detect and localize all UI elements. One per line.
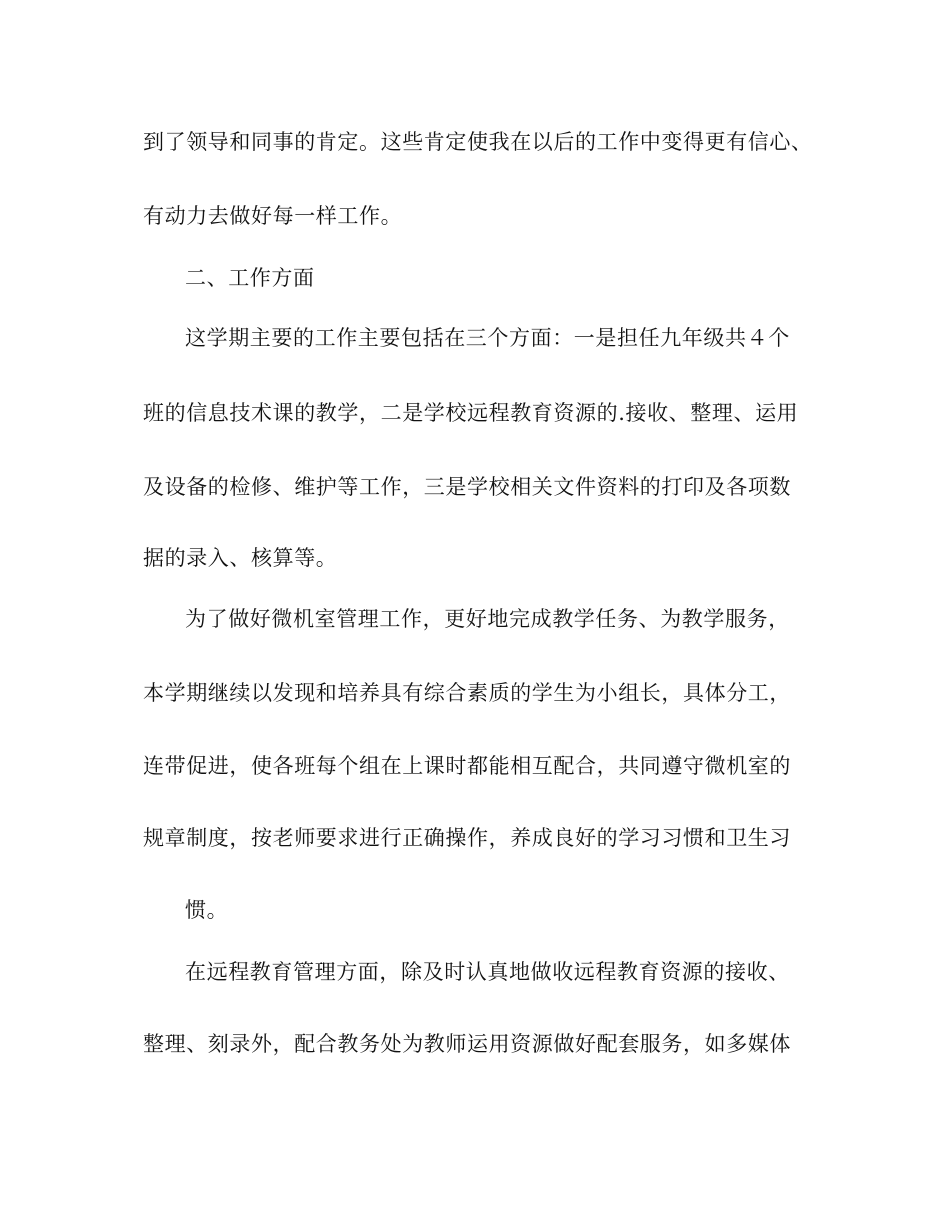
- text-line: 为了做好微机室管理工作，更好地完成教学任务、为教学服务，: [185, 607, 790, 631]
- text-line: 班的信息技术课的教学，二是学校远程教育资源的.接收、整理、运用: [143, 401, 799, 425]
- text-line: 连带促进，使各班每个组在上课时都能相互配合，共同遵守微机室的: [143, 754, 791, 778]
- text-line: 惯。: [185, 898, 229, 922]
- section-heading: 二、工作方面: [185, 266, 315, 290]
- text-line: 及设备的检修、维护等工作，三是学校相关文件资料的打印及各项数: [143, 475, 791, 499]
- text-line: 在远程教育管理方面，除及时认真地做收远程教育资源的接收、: [185, 960, 790, 984]
- text-line: 据的录入、核算等。: [143, 546, 338, 570]
- text-line: 这学期主要的工作主要包括在三个方面：一是担任九年级共４个: [185, 326, 790, 350]
- text-line: 规章制度，按老师要求进行正确操作，养成良好的学习习惯和卫生习: [143, 826, 791, 850]
- text-line: 本学期继续以发现和培养具有综合素质的学生为小组长，具体分工，: [143, 681, 791, 705]
- text-line: 整理、刻录外，配合教务处为教师运用资源做好配套服务，如多媒体: [143, 1032, 791, 1056]
- text-line: 有动力去做好每一样工作。: [143, 204, 403, 228]
- text-line: 到了领导和同事的肯定。这些肯定使我在以后的工作中变得更有信心、: [143, 130, 813, 154]
